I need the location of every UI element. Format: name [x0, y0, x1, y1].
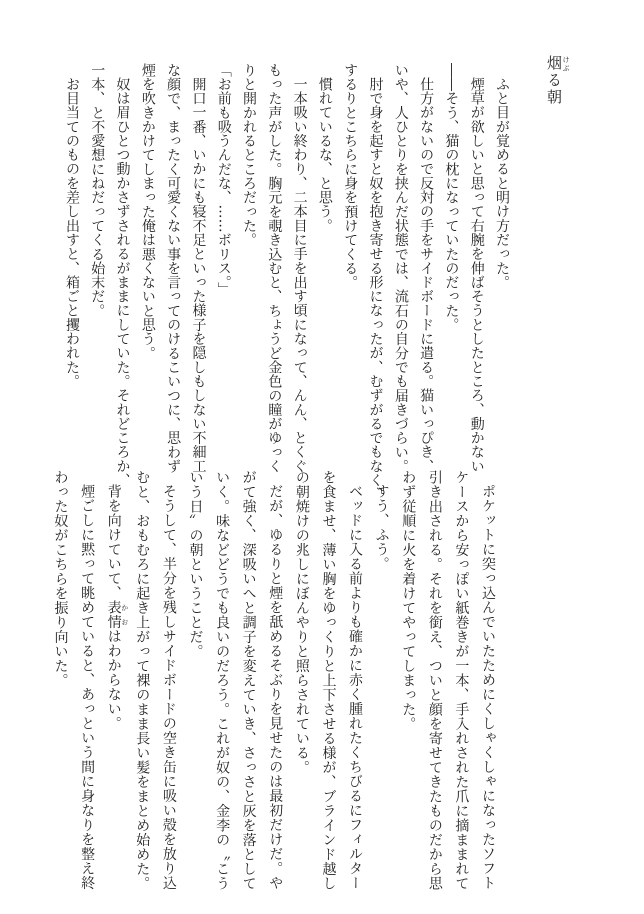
text-line: 慣れているな、と思う。 [316, 77, 333, 233]
text-line: 肘で身を起すと奴を抱き寄せる形になったが、むずがるでもなく、 [367, 77, 384, 502]
text-line: りと開かれるところだった。 [241, 63, 258, 247]
text-line: がて強く、深吸いへと調子を変えていき、さっさと灰を落として [240, 470, 257, 891]
text-line: だが、ゆるりと煙を舐めるそぶりを見せたのは最初だけだ。や [267, 484, 284, 890]
text-line: 一本、と不愛想にねだってくる始末だ。 [89, 63, 106, 318]
text-line: するりとこちらに身を預けてくる。 [342, 63, 359, 290]
text-line: 煙を吹きかけてしまった俺は悪くないと思う。 [139, 63, 156, 361]
text-line: そうして、半分を残しサイドボードの空き缶に吸い殻を放り込 [160, 484, 177, 890]
text-line: 開口一番、いかにも寝不足といった様子を隠しもしない不細工 [190, 77, 207, 474]
text-line: ふと目が覚めると明け方だった。 [494, 77, 510, 290]
text-line: わず従順に火を着けてやってしまった。 [400, 470, 417, 731]
text-line: 一本吸い終わり、二本目に手を出す頃になって、んん、とくぐ [291, 77, 308, 474]
text-line: むと、おもむろに起き上がって裸のまま長い髪をまとめ始めた。 [134, 470, 151, 891]
text-line: 仕方がないので反対の手をサイドボードに遣る。猫いっぴき、 [418, 77, 435, 474]
text-line: の朝焼けの兆しにぼんやりと照らされている。 [293, 470, 310, 775]
text-line: 煙ごしに黙って眺めていると、あっという間に身なりを整え終 [79, 484, 96, 890]
text-line: ポケットに突っ込んでいたためにくしゃくしゃになったソフト [480, 484, 496, 890]
text-line: お目当てのものを差し出すと、箱ごと攫われた。 [63, 77, 80, 389]
text-line: 奴は眉ひとつ動かさずされるがままにしていた。それどころか、 [114, 77, 131, 488]
text-line: すう、ふう。 [373, 484, 390, 571]
page-title: 烟 けぶる朝 [545, 55, 570, 106]
text-block-lower [47, 470, 501, 894]
text-block-upper [59, 63, 514, 502]
text-line: 引き出される。それを銜え、ついと顔を寄せてきたものだから思 [426, 470, 443, 891]
text-line: いく。味などどうでも良いのだろう。これが奴の、金李の〝こう [214, 470, 231, 891]
text-line: わった奴がこちらを振り向いた。 [52, 470, 69, 688]
text-line: 背を向けていて、表情 かおはわからない。 [105, 484, 129, 731]
text-line: 煙草が欲しいと思って右腕を伸ばそうとしたところ、動かない [468, 77, 485, 474]
text-line: いう日〟の朝ということだ。 [187, 470, 204, 659]
text-line: ケースから安っぽい紙巻きが一本、手入れされた爪に摘ままれて [453, 470, 470, 891]
text-line: いや、人ひとりを挟んだ状態では、流石の自分でも届きづらい。 [392, 63, 409, 474]
text-line: ――そう、猫の枕になっていたのだった。 [443, 63, 460, 332]
text-line: もった声がした。胸元を覗き込むと、ちょうど金色の瞳がゆっく [266, 63, 283, 474]
text-line: を食ませ、薄い胸をゆっくりと上下させる様が、ブラインド越し [320, 470, 337, 891]
text-line: 「お前も吸うんだな、……ボリス。」 [215, 63, 232, 297]
text-line: ベッドに入る前よりも確かに赤く腫れたくちびるにフィルター [347, 484, 364, 890]
text-line: な顔で、まったく可愛くない事を言ってのけるこいつに、思わず [165, 63, 182, 474]
